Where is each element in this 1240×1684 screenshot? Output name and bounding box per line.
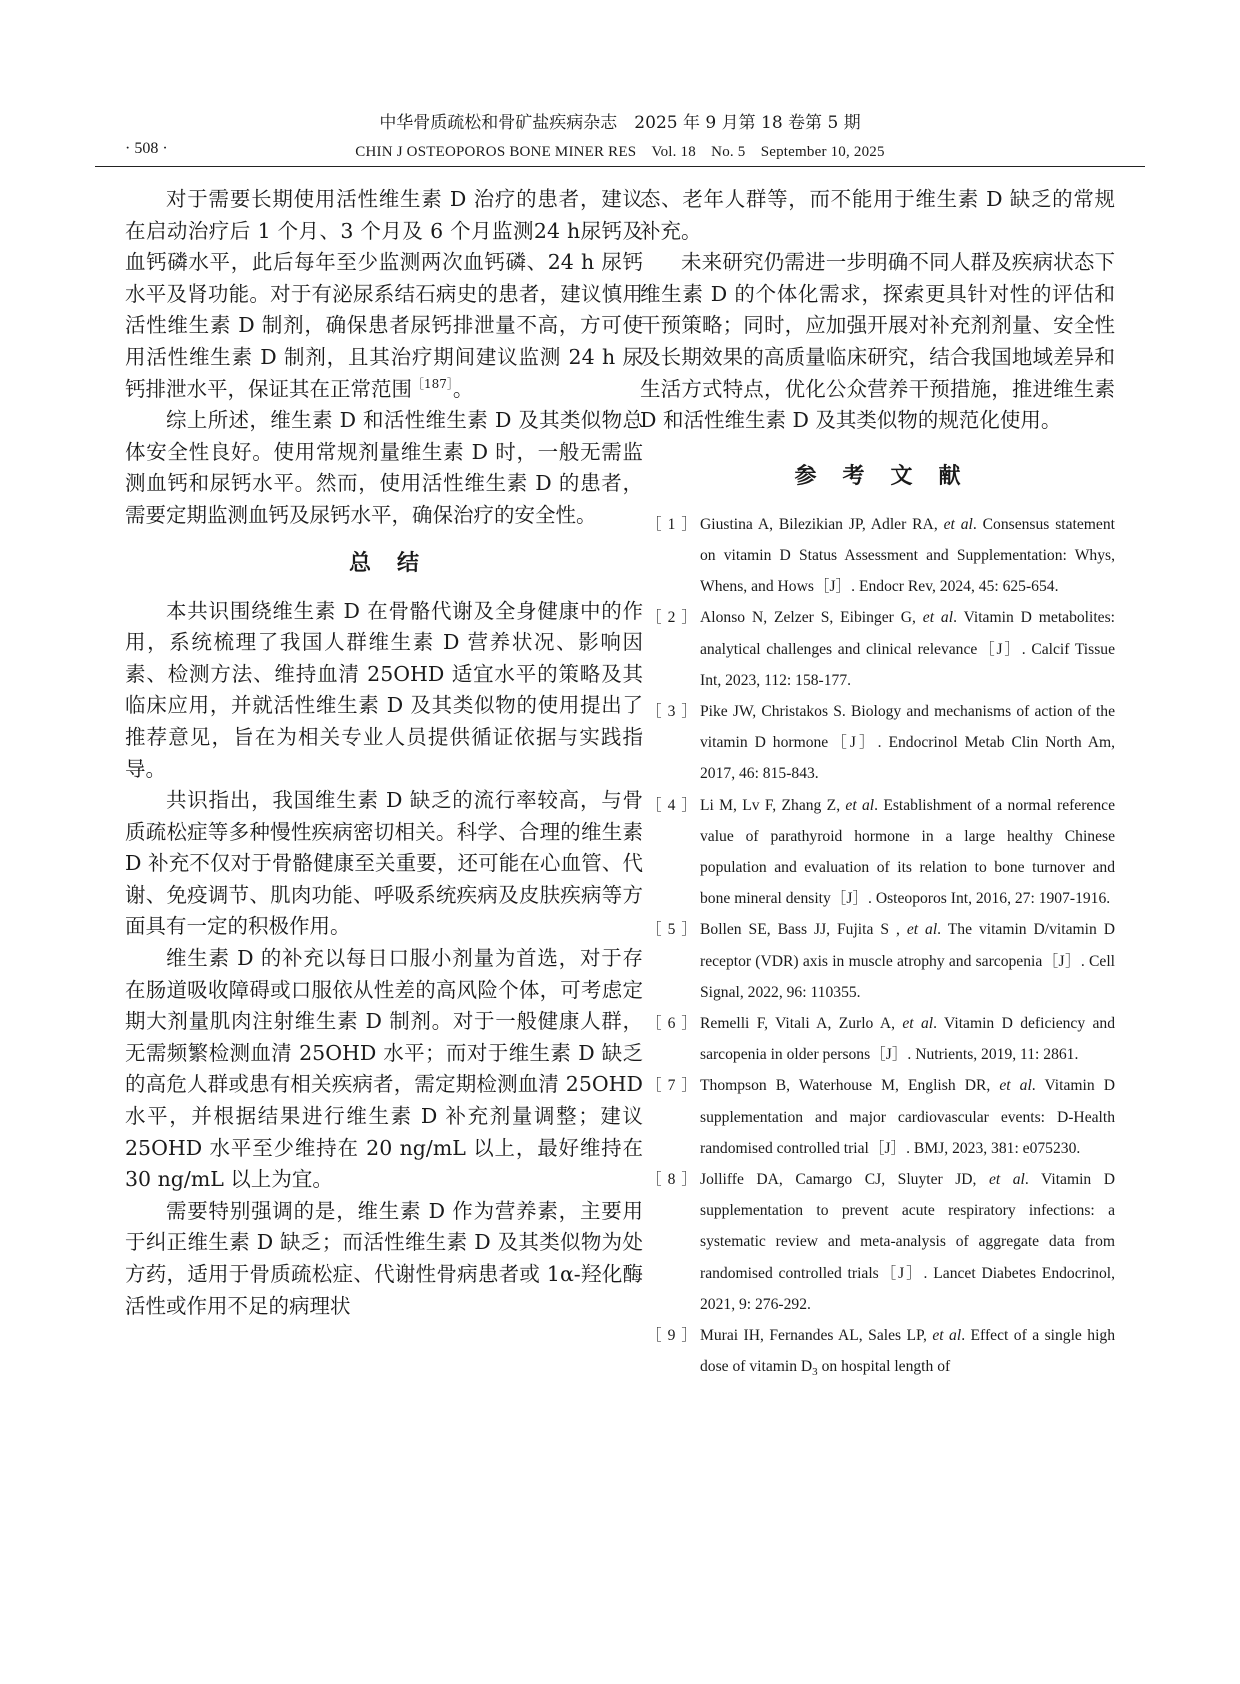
reference-etal: et al (999, 1077, 1032, 1095)
reference-text: . Effect of a single high dose of vitamin D (700, 1327, 1115, 1376)
reference-text: . Vitamin D supplementation to prevent acute respiratory infections: a systematic review and meta-analysis of aggregate data from randomised controlled trials［J］. Lancet Diabetes Endocrinol, 2021, 9: 276-292. (700, 1171, 1115, 1313)
reference-item (640, 1070, 1115, 1164)
reference-subscript: 3 (812, 1366, 818, 1379)
reference-text: Li M, Lv F, Zhang Z, (700, 796, 846, 814)
paragraph (125, 184, 643, 405)
page-number: · 508 · (125, 140, 168, 157)
reference-number: ［6］ (646, 1015, 703, 1032)
reference-number: ［2］ (646, 609, 703, 627)
reference-text: . Consensus statement on vitamin D Status Assessment and Supplementation: Whys, Whens, and Hows［J］. Endocr Rev, 2024, 45: 625-654. (700, 515, 1115, 596)
page-header (95, 102, 1145, 166)
paragraph: 本共识围绕维生素 D 在骨骼代谢及全身健康中的作用，系统梳理了我国人群维生素 D 营养状况、影响因素、检测方法、维持血清 25OHD 适宜水平的策略及其临床应用，并就活性维生素 D 及其类似物的使用提出了推荐意见，旨在为相关专业人员提供循证依据与实践指导。 (125, 598, 643, 781)
reference-number: ［5］ (646, 921, 703, 939)
references-heading: 参考文献 (794, 463, 987, 489)
header-rule (95, 166, 1145, 167)
reference-item (640, 1008, 1115, 1070)
reference-text: . Vitamin D supplementation and major cardiovascular events: D-Health randomised controlled trial［J］. BMJ, 2023, 381: e075230. (700, 1077, 1115, 1157)
paragraph: 未来研究仍需进一步明确不同人群及疾病状态下维生素 D 的个体化需求，探索更具针对性的评估和干预策略；同时，应加强开展对补充剂剂量、安全性及长期效果的高质量临床研究，结合我国地域差异和生活方式特点，优化公众营养干预措施，推进维生素 D 和活性维生素 D 及其类似物的规范化使用。 (640, 250, 1115, 433)
reference-etal: et al (922, 609, 954, 627)
journal-title-en: CHIN J OSTEOPOROS BONE MINER RES Vol. 18 No. 5 September 10, 2025 (355, 144, 885, 160)
reference-item (640, 790, 1115, 915)
citation: ［187］ (412, 376, 453, 391)
journal-title-cn: 中华骨质疏松和骨矿盐疾病杂志 2025 年 9 月第 18 卷第 5 期 (379, 113, 861, 133)
reference-text: Pike JW, Christakos S. Biology and mechanisms of action of the vitamin D hormone［J］. Endocrinol Metab Clin North Am, 2017, 46: 815-843. (700, 702, 1115, 783)
reference-text: Thompson B, Waterhouse M, English DR, (700, 1077, 1000, 1095)
reference-text: Bollen SE, Bass JJ, Fujita S , (700, 921, 907, 939)
reference-number: ［7］ (646, 1077, 703, 1095)
paragraph: 综上所述，维生素 D 和活性维生素 D 及其类似物总体安全性良好。使用常规剂量维生素 D 时，一般无需监测血钙和尿钙水平。然而，使用活性维生素 D 的患者，需要定期监测血钙及尿钙水平，确保治疗的安全性。 (125, 408, 643, 527)
paragraph: 需要特别强调的是，维生素 D 作为营养素，主要用于纠正维生素 D 缺乏；而活性维生素 D 及其类似物为处方药，适用于骨质疏松症、代谢性骨病患者或 1α-羟化酶活性或作用不足的病理状 (125, 1198, 643, 1318)
reference-number: ［3］ (646, 702, 703, 720)
reference-etal: et al (988, 1171, 1025, 1189)
reference-number: ［1］ (646, 515, 703, 533)
reference-etal: et al (845, 796, 875, 814)
right-column (640, 184, 1115, 1389)
reference-number: ［8］ (646, 1171, 703, 1189)
reference-text: . The vitamin D/vitamin D receptor (VDR) axis in muscle atrophy and sarcopenia［J］. Cell Signal, 2022, 96: 110355. (700, 921, 1115, 1001)
reference-text: Alonso N, Zelzer S, Eibinger G, (700, 609, 923, 627)
reference-item (640, 696, 1115, 790)
reference-etal: et al (943, 515, 973, 533)
reference-etal: et al (902, 1015, 934, 1032)
reference-list (640, 509, 1115, 1389)
reference-text: on hospital length of (817, 1358, 951, 1376)
reference-etal: et al (932, 1327, 962, 1345)
reference-text: Giustina A, Bilezikian JP, Adler RA, (700, 515, 944, 533)
reference-item (640, 914, 1115, 1008)
paragraph-text: 对于需要长期使用活性维生素 D 治疗的患者，建议在启动治疗后 1 个月、3 个月及 6 个月监测24 h尿钙及血钙磷水平，此后每年至少监测两次血钙磷、24 h 尿钙水平及肾功能。对于有泌尿系结石病史的患者，建议慎用活性维生素 D 制剂，确保患者尿钙排泄量不高，方可使用活性维生素 D 制剂，且其治疗期间建议监测 24 h 尿钙排泄水平，保证其在正常范围 (125, 187, 643, 401)
left-column (125, 184, 643, 1322)
reference-number: ［4］ (646, 796, 703, 814)
reference-text: . Vitamin D metabolites: analytical challenges and clinical relevance［J］. Calcif Tissue Int, 2023, 112: 158-177. (700, 609, 1115, 689)
reference-text: Jolliffe DA, Camargo CJ, Sluyter JD, (700, 1171, 989, 1189)
reference-item (640, 1320, 1115, 1389)
paragraph: 共识指出，我国维生素 D 缺乏的流行率较高，与骨质疏松症等多种慢性疾病密切相关。科学、合理的维生素 D 补充不仅对于骨骼健康至关重要，还可能在心血管、代谢、免疫调节、肌肉功能、呼吸系统疾病及皮肤疾病等方面具有一定的积极作用。 (125, 788, 643, 939)
paragraph: 态、老年人群等，而不能用于维生素 D 缺乏的常规补充。 (640, 187, 1115, 243)
reference-etal: et al (906, 921, 938, 939)
reference-text: Murai IH, Fernandes AL, Sales LP, (700, 1327, 933, 1345)
reference-item (640, 602, 1115, 696)
reference-item (640, 509, 1115, 603)
reference-item (640, 1164, 1115, 1320)
reference-text: . Vitamin D deficiency and sarcopenia in older persons［J］. Nutrients, 2019, 11: 2861. (700, 1015, 1115, 1064)
reference-number: ［9］ (646, 1327, 703, 1345)
section-heading-summary: 总结 (348, 550, 445, 576)
reference-text: . Establishment of a normal reference value of parathyroid hormone in a large healthy Chinese population and evaluation of its relation to bone turnover and bone mineral density［J］. Osteoporos Int, 2016, 27: 1907-1916. (700, 796, 1115, 908)
paragraph-text: 。 (452, 376, 474, 401)
reference-text: Remelli F, Vitali A, Zurlo A, (700, 1015, 903, 1032)
paragraph: 维生素 D 的补充以每日口服小剂量为首选，对于存在肠道吸收障碍或口服依从性差的高风险个体，可考虑定期大剂量肌肉注射维生素 D 制剂。对于一般健康人群，无需频繁检测血清 25OHD 水平；而对于维生素 D 缺乏的高危人群或患有相关疾病者，需定期检测血清 25OHD 水平，并根据结果进行维生素 D 补充剂量调整；建议 25OHD 水平至少维持在 20 ng/mL 以上，最好维持在 30 ng/mL 以上为宜。 (125, 946, 643, 1192)
